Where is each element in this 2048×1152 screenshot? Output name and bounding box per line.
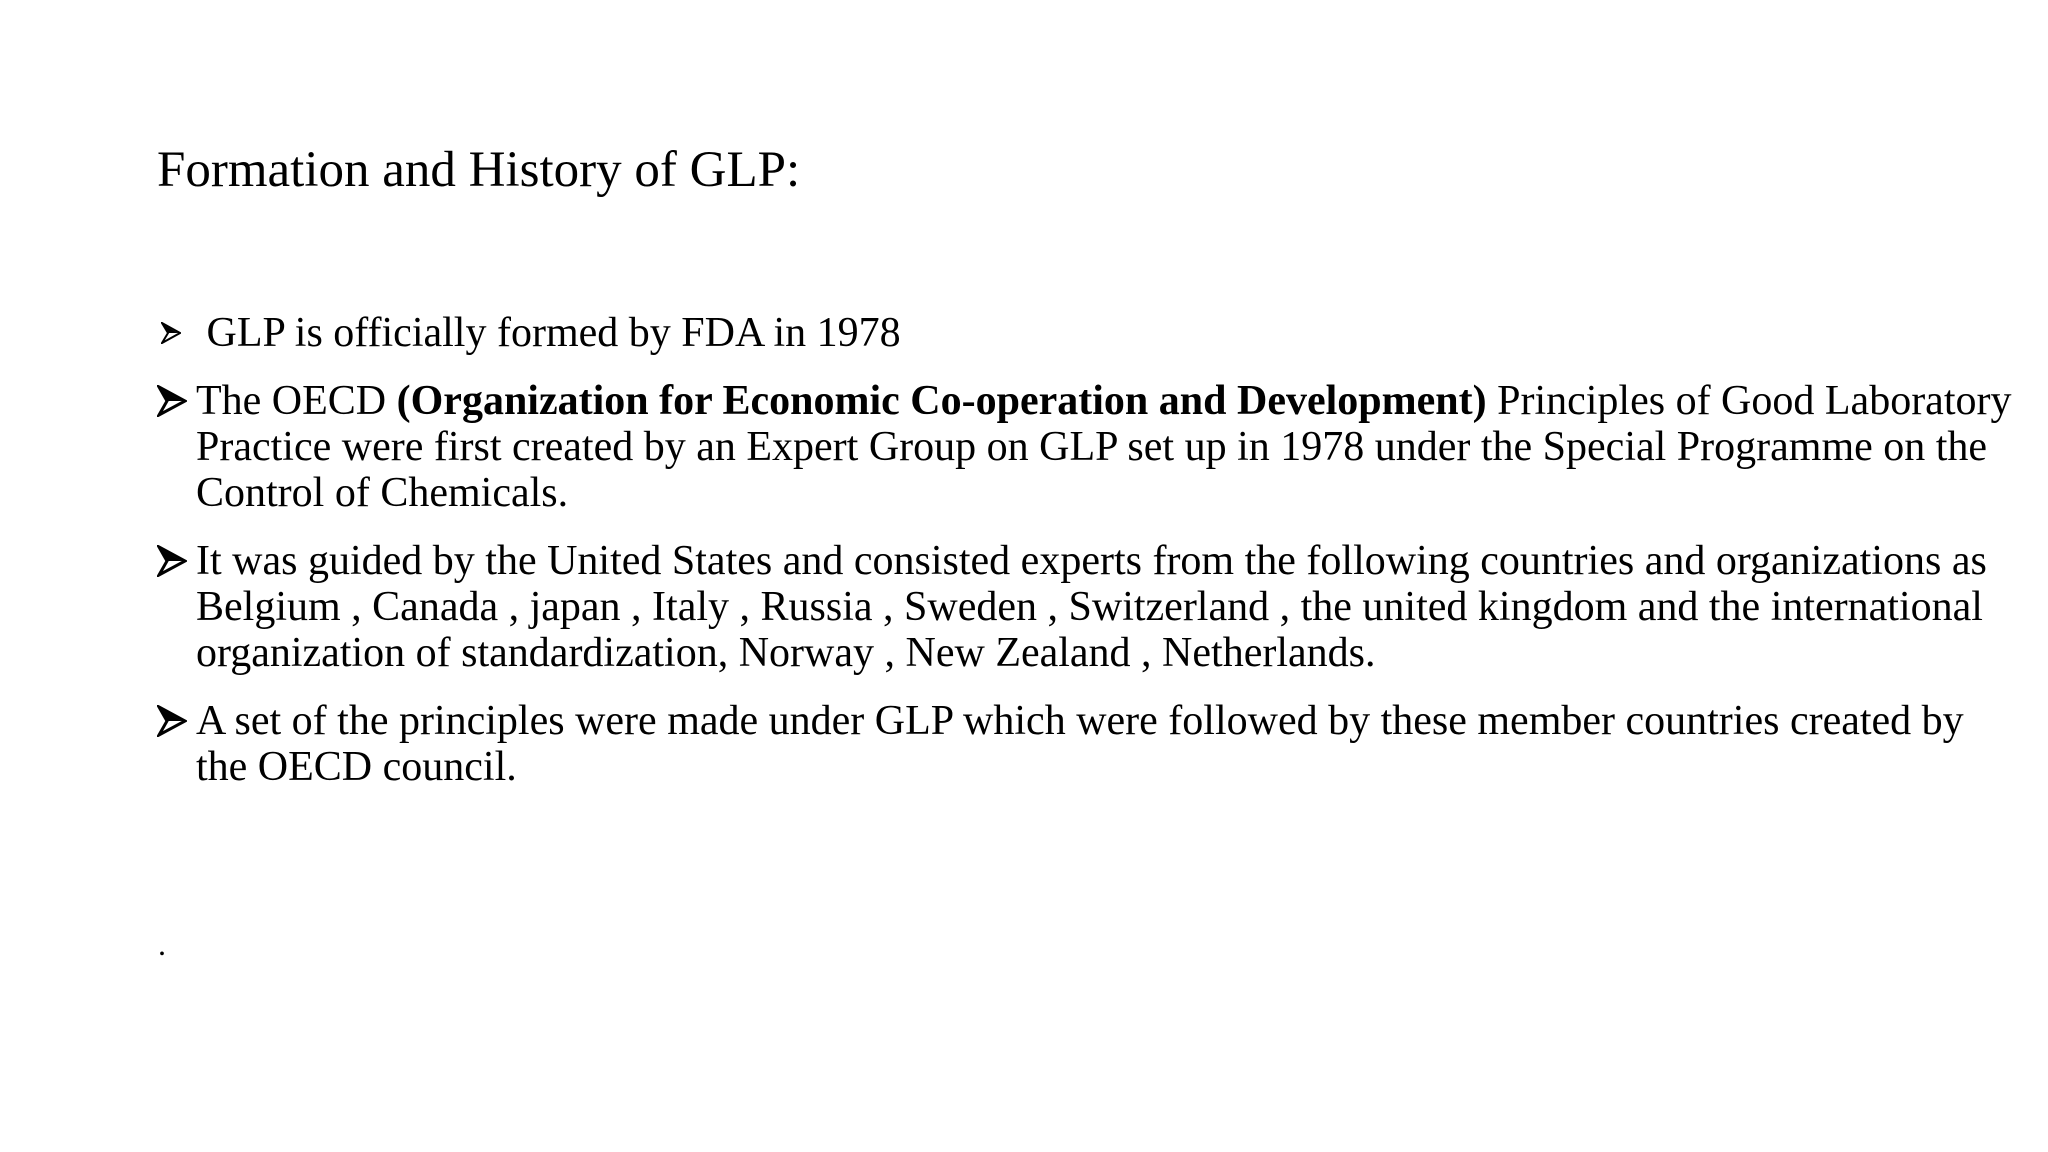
- arrow-bullet-icon: [157, 698, 191, 744]
- bullet-text-2-bold: (Organization for Economic Co-operation and Development): [396, 378, 1487, 424]
- bullet-text-4: A set of the principles were made under GLP which were followed by these member countries created by the OECD council.: [196, 698, 1964, 790]
- bullet-item-3: [157, 538, 2017, 676]
- bullet-list: [157, 310, 2017, 812]
- slide-title: Formation and History of GLP:: [157, 142, 801, 198]
- arrow-bullet-icon: [157, 378, 191, 424]
- bullet-item-1: [157, 310, 2017, 356]
- bullet-text-1: GLP is officially formed by FDA in 1978: [196, 310, 901, 356]
- bullet-text-3: It was guided by the United States and consisted experts from the following countries and organizations as Belgium , Canada , japan , Italy , Russia , Sweden , Switzerland , the united kingdom and the international organization of standardization, Norway , New Zealand , Netherlands.: [196, 538, 1987, 676]
- bullet-item-2: [157, 378, 2017, 516]
- bullet-text-2-after: Principles of Good Laboratory Practice were first created by an Expert Group on GLP set up in 1978 under the Special Programme on the Control of Chemicals.: [196, 378, 2012, 516]
- arrow-bullet-icon: [157, 310, 191, 356]
- arrow-bullet-icon: [157, 538, 191, 584]
- bullet-text-2-before: The OECD: [196, 378, 397, 424]
- trailing-mark: .: [158, 926, 166, 962]
- bullet-item-4: [157, 698, 2017, 790]
